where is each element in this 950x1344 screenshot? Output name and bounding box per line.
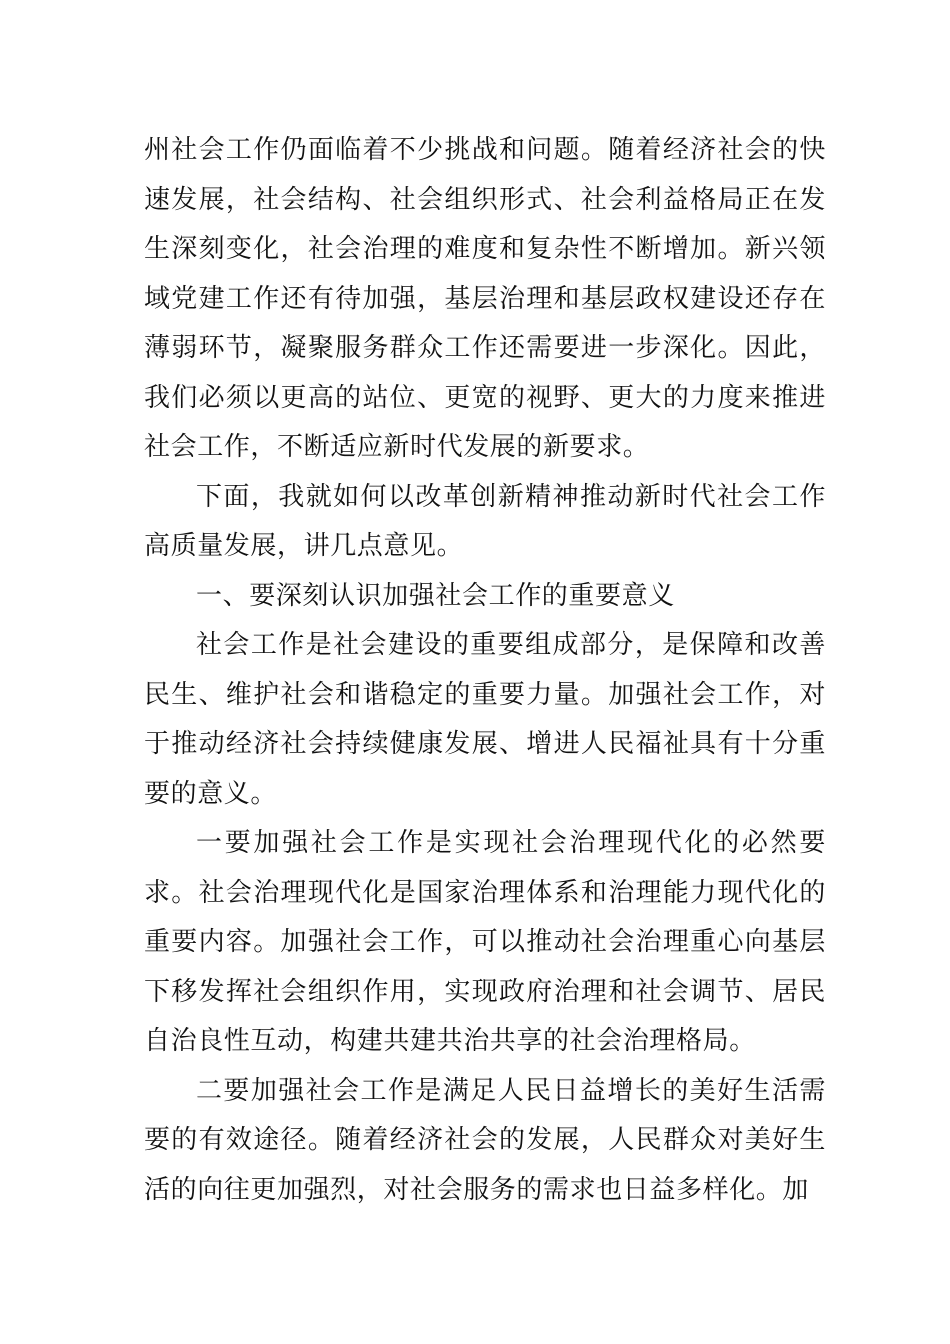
paragraph-point-one: 一要加强社会工作是实现社会治理现代化的必然要求。社会治理现代化是国家治理体系和治理能力现代化的重要内容。加强社会工作，可以推动社会治理重心向基层下移发挥社会组织作用，实现政府治理和社会调节、居民自治良性互动，构建共建共治共享的社会治理格局。	[144, 828, 826, 1056]
section-heading: 一、要深刻认识加强社会工作的重要意义	[196, 580, 675, 611]
document-body	[144, 126, 826, 1215]
paragraph-intro: 下面，我就如何以改革创新精神推动新时代社会工作高质量发展，讲几点意见。	[144, 481, 826, 561]
paragraph-significance: 社会工作是社会建设的重要组成部分，是保障和改善民生、维护社会和谐稳定的重要力量。加强社会工作，对于推动经济社会持续健康发展、增进人民福祉具有十分重要的意义。	[144, 630, 826, 809]
paragraph-point-two: 二要加强社会工作是满足人民日益增长的美好生活需要的有效途径。随着经济社会的发展，人民群众对美好生活的向往更加强烈，对社会服务的需求也日益多样化。加	[144, 1075, 826, 1205]
paragraph-continuation: 州社会工作仍面临着不少挑战和问题。随着经济社会的快速发展，社会结构、社会组织形式、社会利益格局正在发生深刻变化，社会治理的难度和复杂性不断增加。新兴领域党建工作还有待加强，基层治理和基层政权建设还存在薄弱环节，凝聚服务群众工作还需要进一步深化。因此，我们必须以更高的站位、更宽的视野、更大的力度来推进社会工作，不断适应新时代发展的新要求。	[144, 135, 826, 462]
